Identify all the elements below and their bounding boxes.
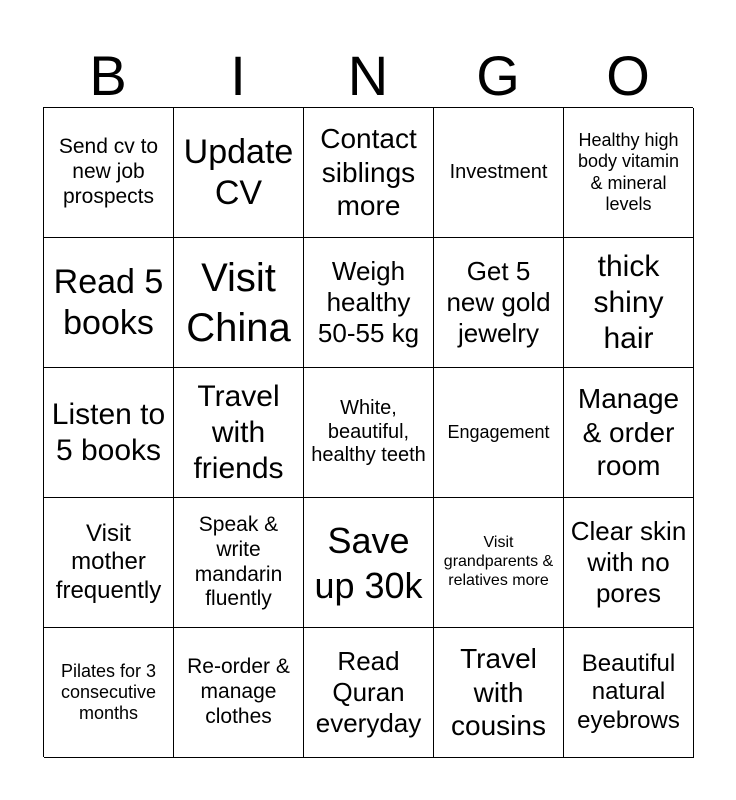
bingo-header — [43, 46, 693, 106]
bingo-cell[interactable]: Visit grandparents & relatives more — [434, 498, 564, 628]
bingo-cell[interactable]: Visit mother frequently — [44, 498, 174, 628]
bingo-cell[interactable]: Engagement — [434, 368, 564, 498]
bingo-cell[interactable]: Re-order & manage clothes — [174, 628, 304, 758]
bingo-cell[interactable]: Weigh healthy 50-55 kg — [304, 238, 434, 368]
header-letter-b: B — [89, 44, 127, 107]
header-letter-n: N — [347, 44, 389, 107]
bingo-cell[interactable]: Update CV — [174, 108, 304, 238]
bingo-cell[interactable]: Read 5 books — [44, 238, 174, 368]
bingo-cell[interactable]: Get 5 new gold jewelry — [434, 238, 564, 368]
header-letter-o: O — [606, 44, 650, 107]
bingo-cell[interactable]: thick shiny hair — [564, 238, 694, 368]
bingo-cell[interactable]: Read Quran everyday — [304, 628, 434, 758]
header-letter-g: G — [476, 44, 520, 107]
header-letter-i: I — [230, 44, 246, 107]
bingo-cell[interactable]: Travel with cousins — [434, 628, 564, 758]
bingo-cell[interactable]: Pilates for 3 consecutive months — [44, 628, 174, 758]
bingo-cell[interactable]: Investment — [434, 108, 564, 238]
bingo-cell[interactable]: Clear skin with no pores — [564, 498, 694, 628]
bingo-cell[interactable]: Send cv to new job prospects — [44, 108, 174, 238]
bingo-cell[interactable]: Healthy high body vitamin & mineral levels — [564, 108, 694, 238]
bingo-cell[interactable]: Visit China — [174, 238, 304, 368]
bingo-cell[interactable]: Speak & write mandarin fluently — [174, 498, 304, 628]
bingo-cell[interactable]: White, beautiful, healthy teeth — [304, 368, 434, 498]
bingo-cell[interactable]: Listen to 5 books — [44, 368, 174, 498]
bingo-cell[interactable]: Beautiful natural eyebrows — [564, 628, 694, 758]
bingo-cell[interactable]: Travel with friends — [174, 368, 304, 498]
bingo-cell[interactable]: Manage & order room — [564, 368, 694, 498]
bingo-cell[interactable]: Contact siblings more — [304, 108, 434, 238]
bingo-card-grid — [43, 107, 693, 757]
bingo-cell[interactable]: Save up 30k — [304, 498, 434, 628]
